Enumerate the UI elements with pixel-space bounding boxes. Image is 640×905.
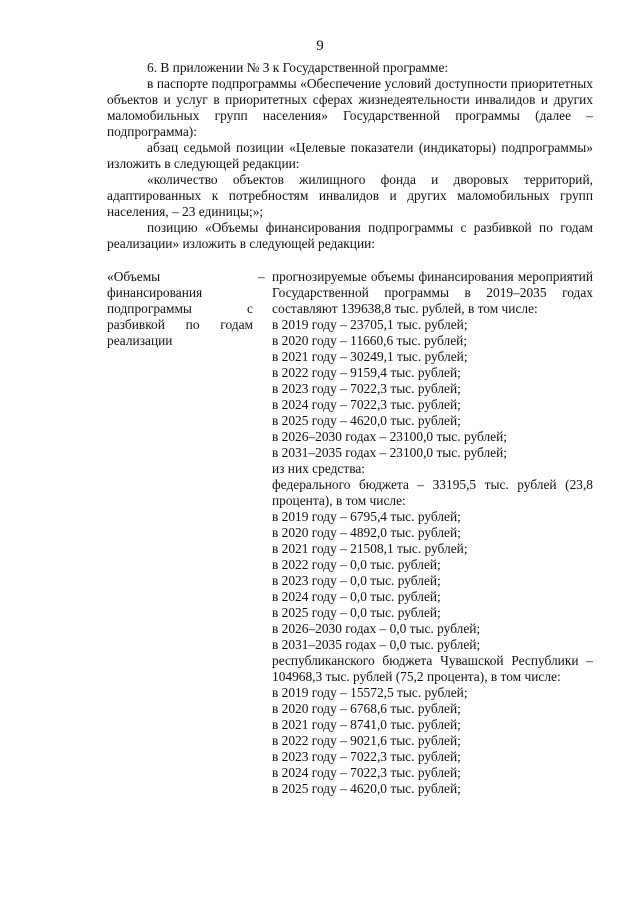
year-line: в 2019 году – 15572,5 тыс. рублей;: [272, 685, 468, 700]
year-line: в 2025 году – 0,0 тыс. рублей;: [272, 605, 441, 620]
intro-paragraph-5: позицию «Объемы финансирования подпрограммы с разбивкой по годам реализации» изложить в следующей редакции:: [107, 220, 593, 251]
year-line: в 2024 году – 0,0 тыс. рублей;: [272, 589, 441, 604]
year-line: в 2021 году – 21508,1 тыс. рублей;: [272, 541, 468, 556]
year-line: в 2020 году – 4892,0 тыс. рублей;: [272, 525, 461, 540]
year-line: в 2021 году – 8741,0 тыс. рублей;: [272, 717, 461, 732]
year-line: в 2024 году – 7022,3 тыс. рублей;: [272, 765, 461, 780]
total-years-list: [272, 317, 593, 461]
intro-text: [107, 60, 593, 252]
republic-years-list: [272, 685, 593, 797]
of-which-text: из них средства:: [272, 461, 366, 476]
total-financing-text: прогнозируемые объемы финансирования мероприятий Государственной программы в 2019–2035 годах составляют 139638,8 тыс. рублей, в том числе:: [272, 269, 593, 316]
federal-budget-text: федерального бюджета – 33195,5 тыс. рублей (23,8 процента), в том числе:: [272, 477, 593, 508]
year-line: в 2021 году – 30249,1 тыс. рублей;: [272, 349, 468, 364]
year-line: в 2023 году – 0,0 тыс. рублей;: [272, 573, 441, 588]
page-number: 9: [316, 38, 324, 54]
intro-paragraph-4: «количество объектов жилищного фонда и дворовых территорий, адаптированных к потребностям инвалидов и других маломобильных групп населения, – 23 единицы;»;: [107, 172, 593, 219]
year-line: в 2025 году – 4620,0 тыс. рублей;: [272, 413, 461, 428]
year-line: в 2022 году – 0,0 тыс. рублей;: [272, 557, 441, 572]
intro-paragraph-2: в паспорте подпрограммы «Обеспечение условий доступности приоритетных объектов и услуг в приоритетных сферах жизнедеятельности инвалидов и других маломобильных групп населения» Государственной программы (далее – подпрограмма):: [107, 76, 593, 139]
financing-values: [272, 269, 593, 797]
year-line: в 2022 году – 9021,6 тыс. рублей;: [272, 733, 461, 748]
year-line: в 2020 году – 11660,6 тыс. рублей;: [272, 333, 468, 348]
year-line: в 2026–2030 годах – 23100,0 тыс. рублей;: [272, 429, 507, 444]
year-line: в 2026–2030 годах – 0,0 тыс. рублей;: [272, 621, 481, 636]
year-line: в 2022 году – 9159,4 тыс. рублей;: [272, 365, 461, 380]
intro-paragraph-3: абзац седьмой позиции «Целевые показатели (индикаторы) подпрограммы» изложить в следующей редакции:: [107, 140, 593, 171]
financing-label: «Объемы финансирования подпрограммы с разбивкой по годам реализации: [107, 269, 253, 348]
separator-dash: –: [258, 269, 265, 284]
year-line: в 2023 году – 7022,3 тыс. рублей;: [272, 749, 461, 764]
year-line: в 2020 году – 6768,6 тыс. рублей;: [272, 701, 461, 716]
year-line: в 2024 году – 7022,3 тыс. рублей;: [272, 397, 461, 412]
federal-years-list: [272, 509, 593, 653]
year-line: в 2025 году – 4620,0 тыс. рублей;: [272, 781, 461, 796]
year-line: в 2031–2035 годах – 23100,0 тыс. рублей;: [272, 445, 507, 460]
year-line: в 2031–2035 годах – 0,0 тыс. рублей;: [272, 637, 481, 652]
year-line: в 2019 году – 23705,1 тыс. рублей;: [272, 317, 468, 332]
year-line: в 2019 году – 6795,4 тыс. рублей;: [272, 509, 461, 524]
intro-paragraph-1: 6. В приложении № 3 к Государственной программе:: [147, 60, 449, 75]
year-line: в 2023 году – 7022,3 тыс. рублей;: [272, 381, 461, 396]
republic-budget-text: республиканского бюджета Чувашской Республики – 104968,3 тыс. рублей (75,2 процента), в том числе:: [272, 653, 593, 684]
